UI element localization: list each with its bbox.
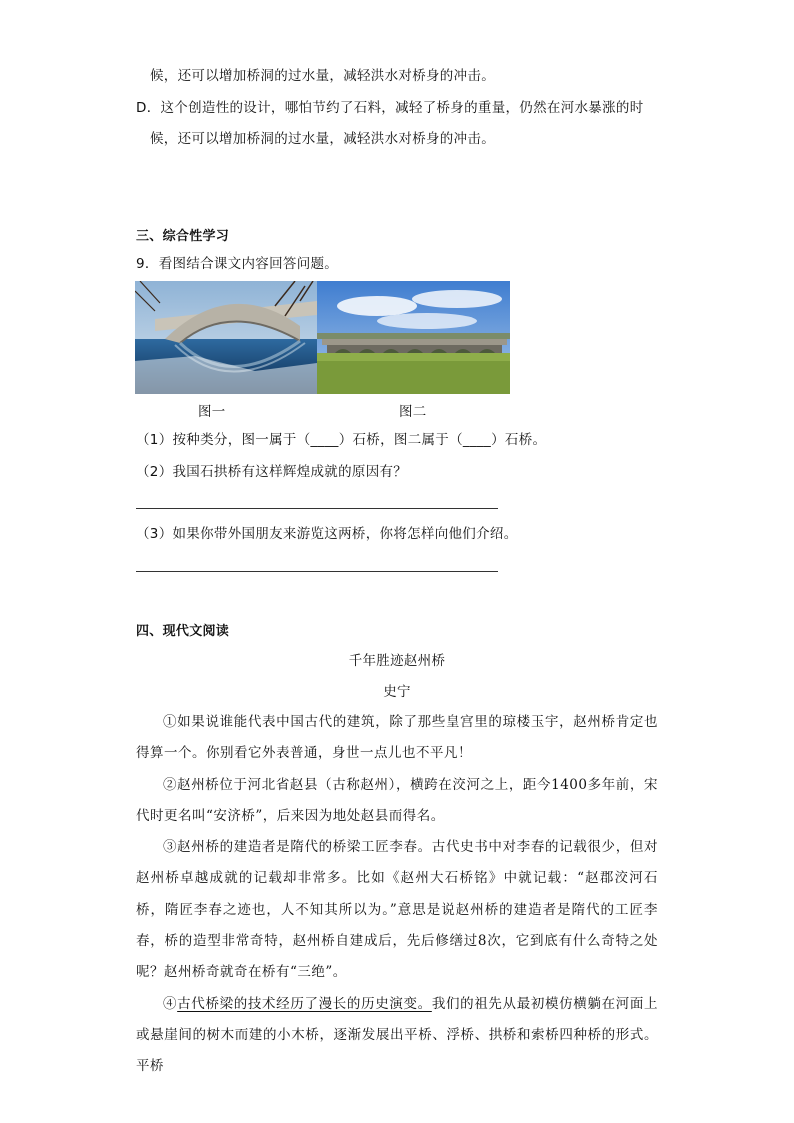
paragraph-4 <box>136 989 658 1083</box>
answer-line-2[interactable] <box>136 508 498 509</box>
answer-line-3[interactable] <box>136 571 498 572</box>
paragraph-2: ②赵州桥位于河北省赵县（古称赵州），横跨在洨河之上，距今1400多年前，宋代时更名叫“安济桥”，后来因为地处赵县而得名。 <box>136 776 658 824</box>
section3-heading: 三、综合性学习 <box>136 229 230 244</box>
subquestion-3: （3）如果你带外国朋友来游览这两桥，你将怎样向他们介绍。 <box>136 526 518 542</box>
paragraph-4-underlined: 古代桥梁的技术经历了漫长的历史演变。 <box>177 995 432 1012</box>
option-d-line1: D．这个创造性的设计，哪怕节约了石料，减轻了桥身的重量，仍然在河水暴涨的时 <box>136 100 644 116</box>
article-body <box>136 707 658 1083</box>
section4-heading: 四、现代文阅读 <box>136 624 230 639</box>
option-d-line2: 候，还可以增加桥洞的过水量，减轻洪水对桥身的冲击。 <box>150 131 495 147</box>
subquestion-2: （2）我国石拱桥有这样辉煌成就的原因有？ <box>136 464 408 480</box>
question-9: 9．看图结合课文内容回答问题。 <box>136 256 339 272</box>
figure-1-caption: 图一 <box>198 404 226 420</box>
option-c-tail: 候，还可以增加桥洞的过水量，减轻洪水对桥身的冲击。 <box>150 68 495 84</box>
figure-1-image <box>135 281 317 394</box>
paragraph-4-rest: 我们的祖先从最初模仿横躺在河面上或悬崖间的树木而建的小木桥，逐渐发展出平桥、浮桥、拱桥和索桥四种桥的形式。平桥 <box>136 995 659 1075</box>
subquestion-1: （1）按种类分，图一属于（____）石桥，图二属于（____）石桥。 <box>136 432 547 448</box>
paragraph-3: ③赵州桥的建造者是隋代的桥梁工匠李春。古代史书中对李春的记载很少，但对赵州桥卓越成就的记载却非常多。比如《赵州大石桥铭》中就记载：“赵郡洨河石桥，隋匠李春之迹也，人不知其所以为。”意思是说赵州桥的建造者是隋代的工匠李春，桥的造型非常奇特，赵州桥自建成后，先后修缮过8次，它到底有什么奇特之处呢？赵州桥奇就奇在桥有“三绝”。 <box>136 839 658 981</box>
figure-2-caption: 图二 <box>399 404 427 420</box>
paragraph-4-number: ④ <box>163 995 178 1012</box>
paragraph-1: ①如果说谁能代表中国古代的建筑，除了那些皇宫里的琼楼玉宇，赵州桥肯定也得算一个。你别看它外表普通，身世一点儿也不平凡！ <box>136 714 658 762</box>
article-title: 千年胜迹赵州桥 <box>348 653 446 669</box>
figure-2-image <box>317 281 510 394</box>
article-author: 史宁 <box>383 684 411 700</box>
